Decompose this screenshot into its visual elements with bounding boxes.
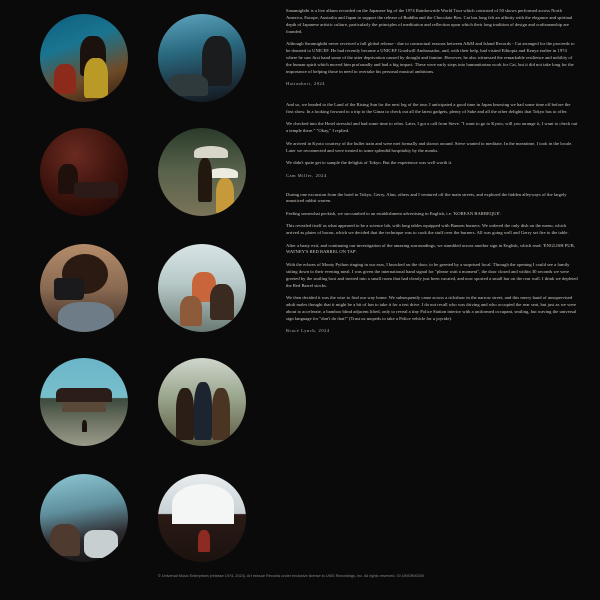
photo-band-members — [158, 358, 246, 446]
paragraph: We then decided it was the wise to find our way home. We subsequently came across a rickshaw in the narrow street, and this merry band of unsupervised adult males thought that it might be a bit of fun to take it for a test drive. I do not recall who was driving and who occupied the rear seat, but just as we were about to accelerate, a bamboo blind adjacent lifted, only to reveal a tiny Police Station interior with a uniformed occupant, smiling, but waving the universal sign language for "don't do that!" (Trust us mopeds to take a Police vehicle for a joyride). — [286, 294, 577, 321]
essay-signature: Bruce Lynch, 2024 — [286, 328, 330, 334]
photo-umbrellas — [158, 128, 246, 216]
paragraph: Sanamighthi is a live album recorded on the Japanese leg of the 1974 Rainbowride World Tour which consisted of 50 shows performed across North America, Europe, Australia and Japan to support the release of Buddha and the Chocolate Box. Cat has long felt an affinity with the elegance and spiritual depth of Japanese artistic culture, particularly the principles of meditation and reflection upon which their long tradition of design and craftsmanship are founded. — [286, 8, 573, 34]
paragraph: We checked into the Hotel stressful and had some time to relax. Later, I got a call from Steve. "I want to go to Kyoto, will you arrange it, I want to check out a temple there." "Okay," I replied. — [286, 121, 578, 134]
photo-tour-group — [158, 244, 246, 332]
paragraph: During one excursion from the hotel in Tokyo, Gerry, Alun, others and I ventured off the main streets, and explored the hidden alleyways of the largely unnoticed rabbit warren. — [286, 191, 567, 204]
essay-signature: Hattauberi, 2024 — [286, 81, 326, 87]
paragraph: After a hasty exit, and continuing our investigation of the amazing surroundings, we stumbled across another sign in English, which read: 'ENGLISH PUB, WATNEY'S RED BARREL ON TAP'. — [286, 242, 575, 255]
paragraph: With the echoes of Monty Python ringing in our ears, I knocked on the door, to be greeted by a surprised local. Through the opening I could see a family sitting down to their evening meal. I was given the international hand signal for "please wait a moment", the door closed and within 30 seconds we were greeted by the smiling host and invited into a small room that had clearly just been vacated, and now sported a small bar on the rear wall. I think we depleted the Red Barrel stocks. — [286, 261, 578, 288]
photo-man-with-camera — [40, 244, 128, 332]
paragraph: We arrived in Kyoto courtesy of the bullet train and were met formally and shown around. Steve wanted to meditate. In the meantime, I took in the locale. Later we reconnected and were treated to some splendid hospitality by the monks. — [286, 140, 573, 153]
photo-city-street — [158, 14, 246, 102]
liner-notes — [286, 8, 578, 347]
paragraph: This revealed itself as what appeared to be a science lab, with long tables equipped with Bunsen burners. We ordered the only dish on the menu, which arrived as plates of bacon, which we decided that the technique was to cook the stuff over the burners. All was going well and Gerry set fire to the table. — [286, 223, 569, 236]
photo-temple — [40, 358, 128, 446]
paragraph: Although Saramighthi never received a full global release - due to contractual reasons between A&M and Island Records - Cat arranged for the proceeds to be donated to UNICEF. He had recently become a UNICEF Goodwill Ambassador, and, with their help, had visited Ethiopia and Kenya earlier in 1974 where he saw first hand some of the utter deprivation caused by drought and famine. However, he also witnessed the remarkable resilience and nobility of the human spirit which moved him profoundly and had a big impact. These were early steps into humanitarian work for Cat, but it did not take long for the importance of helping those in need to overtake his personal musical ambitions. — [286, 41, 575, 74]
photo-stage-arch — [158, 474, 246, 562]
essay-three — [286, 192, 578, 334]
paragraph: We didn't quite get to sample the delights of Tokyo. But the experience was well worth it. — [286, 160, 453, 166]
photo-piano-room — [40, 128, 128, 216]
paragraph: And so, we headed to the Land of the Rising Sun for the next leg of the tour. I anticipated a good time in Japan knowing we had some time off before the first show. In a looking forward to a trip to the Ginza to check out all the latest gadgets, plenty of Sake and all the other delights that Tokyo has to offer. — [286, 102, 571, 115]
essay-signature: Cam Miller, 2024 — [286, 172, 327, 178]
essay-one — [286, 8, 578, 86]
essay-two — [286, 102, 578, 177]
photo-bus-window — [40, 474, 128, 562]
photo-airport-couple — [40, 14, 128, 102]
copyright-footer: © Universal Music Enterprises (release 1974, 2024). Art reissue Records under exclusive license to UMG Recordings, Inc. All rights reserved. 00 UMGR00000 — [158, 574, 424, 578]
paragraph: Feeling somewhat peckish, we succumbed to an establishment advertising in English, i.e. 'KOREAN BARBEQUE'. — [286, 210, 502, 216]
